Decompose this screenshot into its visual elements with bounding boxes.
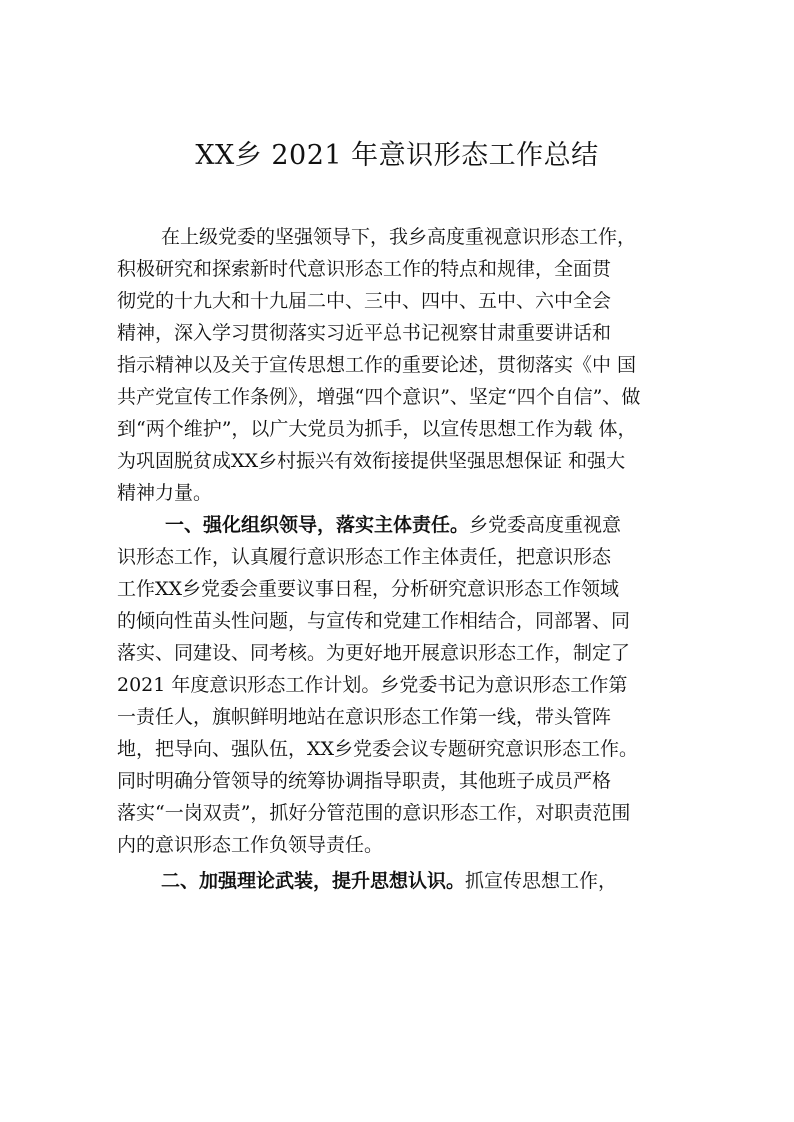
intro-line: 到“两个维护”，以广大党员为抓手，以宣传思想工作为载 体，: [117, 418, 637, 440]
section-2-heading: 二、加强理论武装，提升思想认识。: [161, 870, 466, 892]
intro-line: 精神，深入学习贯彻落实习近平总书记视察甘肃重要讲话和: [117, 322, 612, 344]
section-1-heading: 一、强化组织领导，落实主体责任。: [165, 514, 470, 536]
intro-paragraph: [117, 221, 697, 509]
intro-line: 精神力量。: [117, 482, 213, 504]
section-1-line: 2021 年度意识形态工作计划。乡党委书记为意识形态工作第: [117, 674, 628, 696]
intro-line: 共产党宣传工作条例》，增强“四个意识”、坚定“四个自信”、做: [117, 386, 641, 408]
document-title: XX乡 2021 年意识形态工作总结: [195, 140, 599, 171]
section-1-line: 同时明确分管领导的统筹协调指导职责，其他班子成员严格: [117, 770, 612, 792]
intro-line: 彻党的十九大和十九届二中、三中、四中、五中、六中全会: [117, 290, 612, 312]
intro-line: 指示精神以及关于宣传思想工作的重要论述，贯彻落实《中 国: [117, 354, 637, 376]
document-body: [117, 221, 697, 897]
section-1-line: 地，把导向、强队伍，XX乡党委会议专题研究意识形态工作。: [117, 738, 639, 760]
section-1-line: 落实、同建设、同考核。为更好地开展意识形态工作，制定了: [117, 642, 631, 664]
section-2-paragraph: [117, 865, 697, 897]
section-1-line: 工作XX乡党委会重要议事日程，分析研究意识形态工作领域: [117, 578, 620, 600]
section-2-first-line: [117, 865, 697, 897]
section-1-line: 一责任人，旗帜鲜明地站在意识形态工作第一线，带头管阵: [117, 706, 612, 728]
section-1-line: 的倾向性苗头性问题，与宣传和党建工作相结合，同部署、同: [117, 610, 631, 632]
section-1-first-line-text: 乡党委高度重视意: [469, 514, 622, 536]
section-2-first-line-text: 抓宣传思想工作，: [465, 870, 618, 892]
section-1-line: 落实“一岗双责”，抓好分管范围的意识形态工作，对职责范围: [117, 802, 631, 824]
intro-line: 在上级党委的坚强领导下，我乡高度重视意识形态工作，: [161, 226, 637, 248]
section-1-paragraph: [117, 509, 697, 861]
section-1-line: 内的意识形态工作负领导责任。: [117, 834, 384, 856]
section-1-line: 识形态工作，认真履行意识形态工作主体责任，把意识形态: [117, 546, 612, 568]
intro-line: 为巩固脱贫成XX乡村振兴有效衔接提供坚强思想保证 和强大: [117, 450, 626, 472]
intro-line: 积极研究和探索新时代意识形态工作的特点和规律，全面贯: [117, 258, 612, 280]
section-1-first-line: [117, 509, 697, 541]
